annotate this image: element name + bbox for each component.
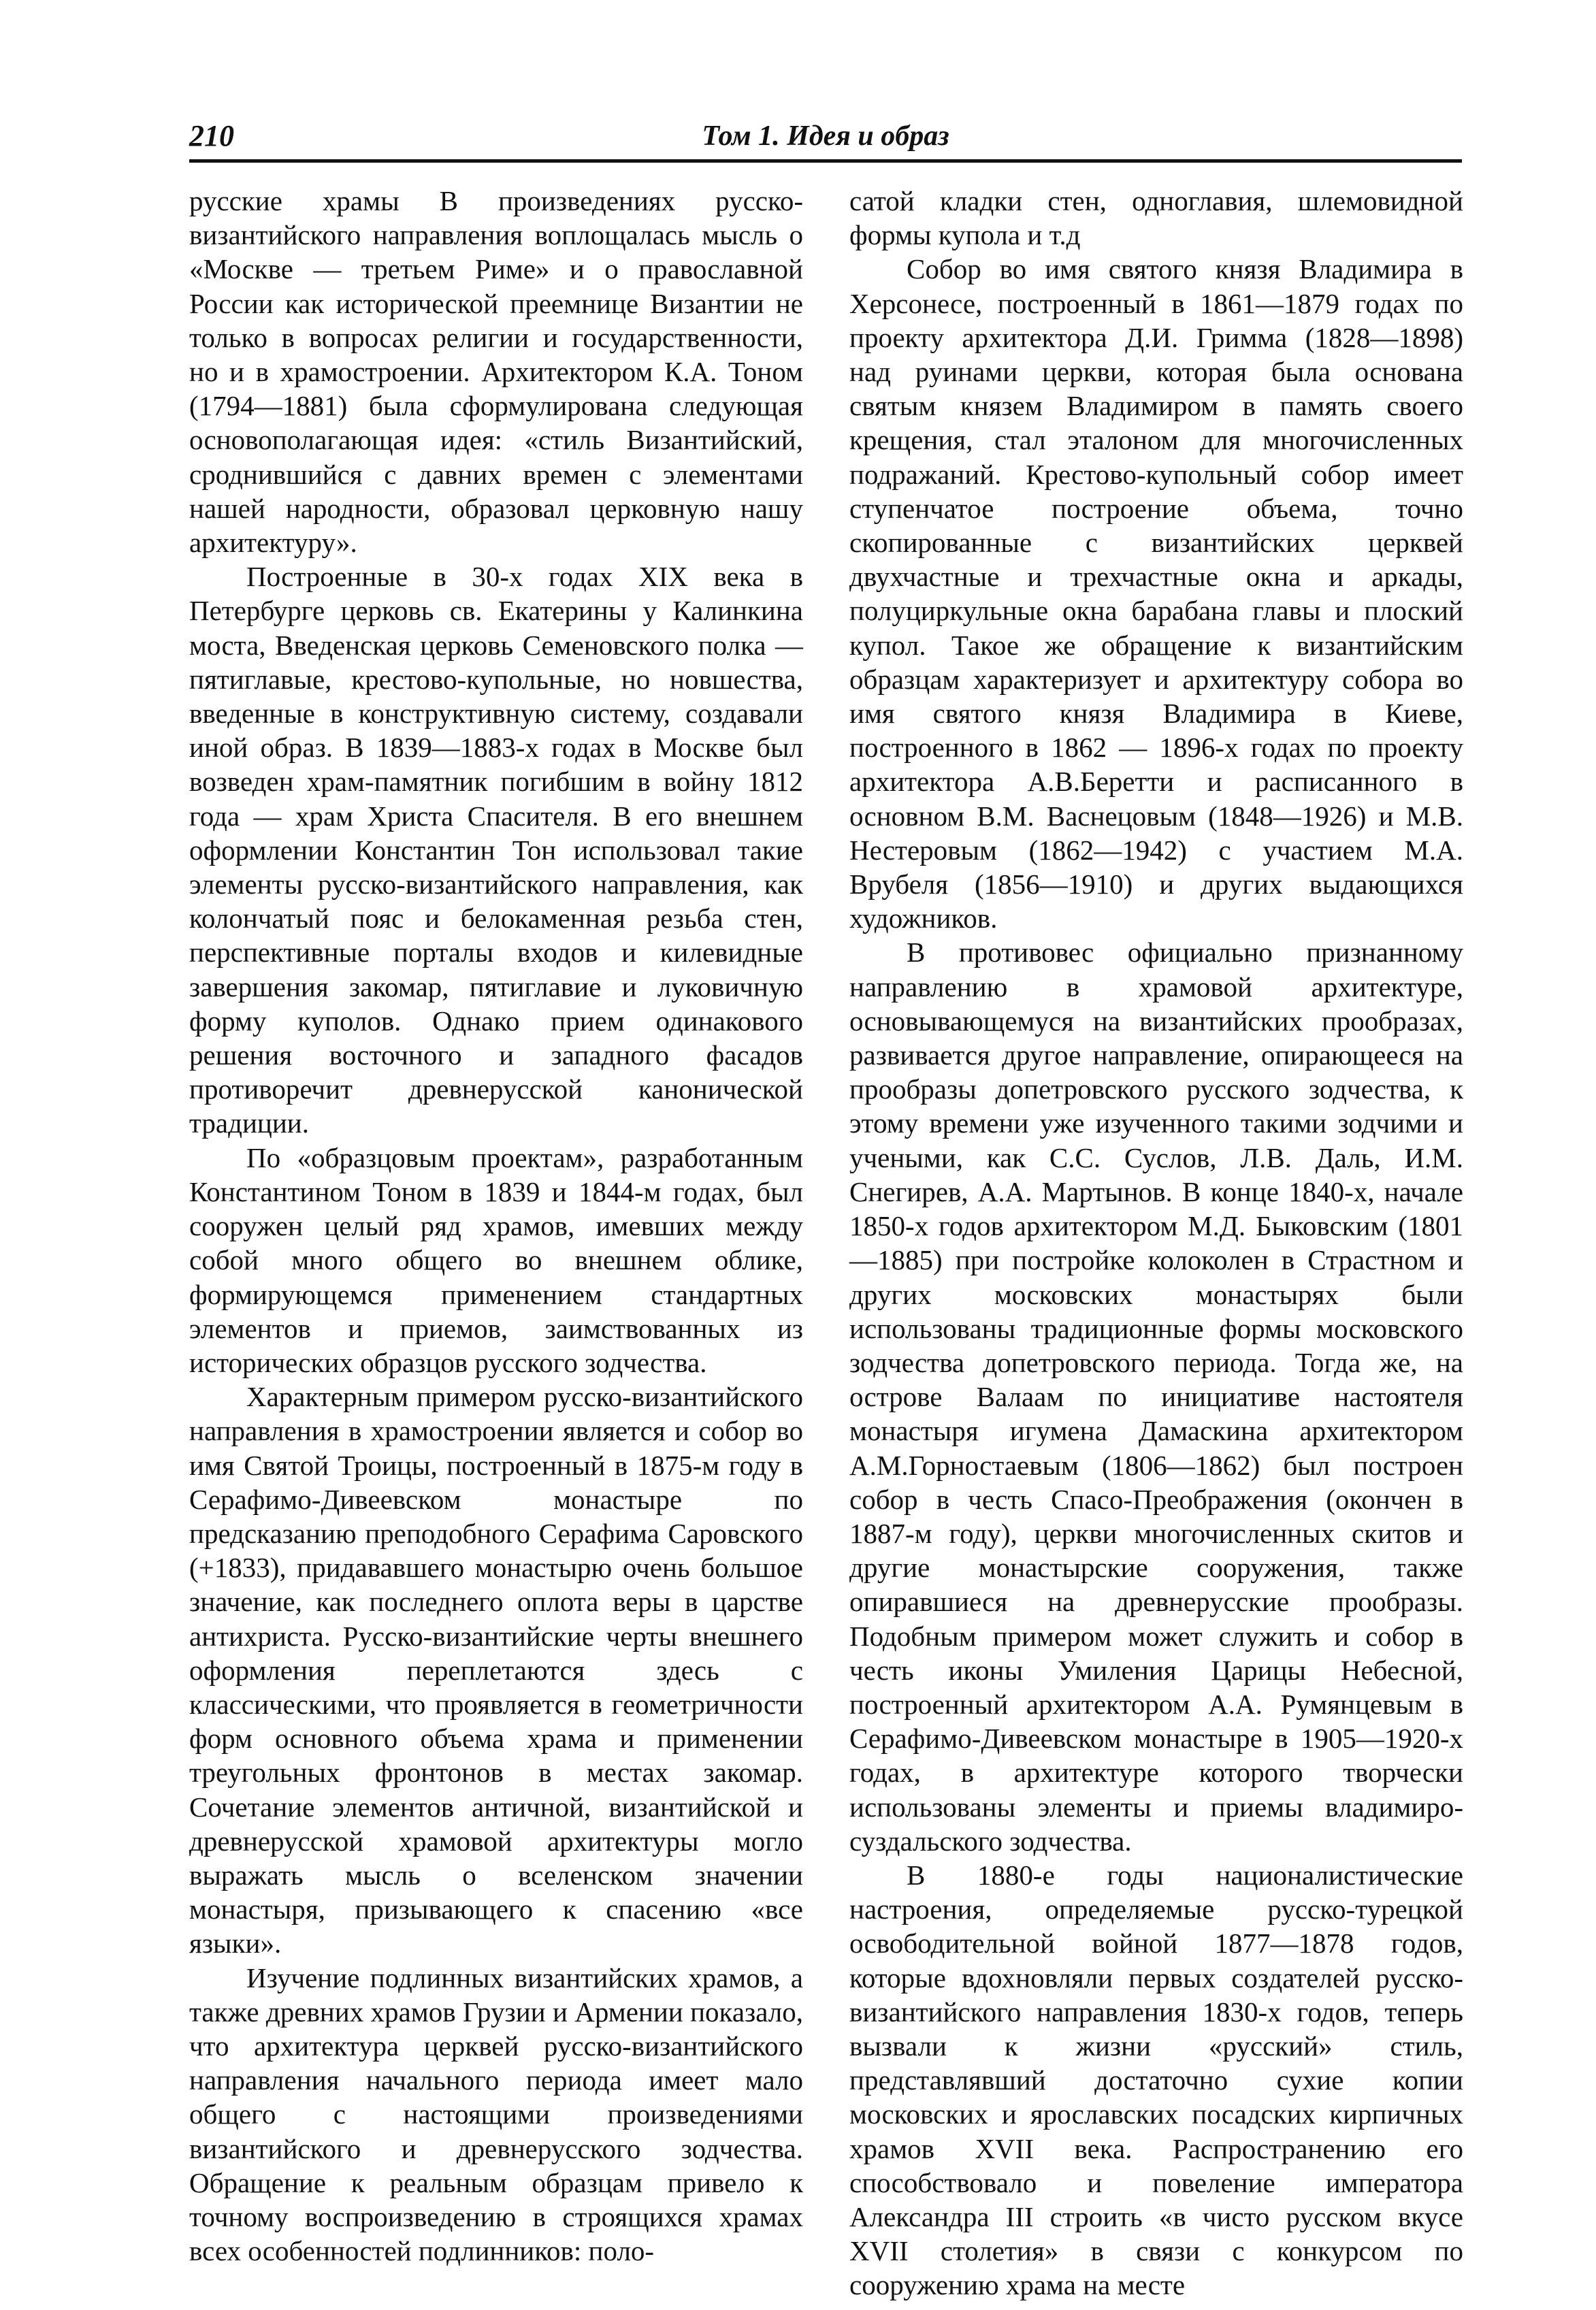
paragraph: Изучение подлинных византийских храмов, а также древних храмов Грузии и Армении показало, что архитектура церквей русско-византийского направления начального периода имеет мало общего с настоящими произведениями византийского и древнерусского зодчества. Обращение к реальным образцам привело к точному воспроизведению в строящихся храмах всех особенностей подлинников: поло-	[189, 1962, 803, 2267]
paragraph: русские храмы В произведениях русско-византийского направления воплощалась мысль о «Москве — третьем Риме» и о православной России как исторической преемнице Византии не только в вопросах религии и государственности, но и в храмостроении. Архитектором К.А. Тоном (1794—1881) была сформулирована следующая основополагающая идея: «стиль Византийский, сроднившийся с давних времен с элементами нашей народности, образовал церковную нашу архитектуру».	[189, 185, 803, 559]
paragraph: По «образцовым проектам», разработанным Константином Тоном в 1839 и 1844-м годах, был сооружен целый ряд храмов, имевших между собой много общего во внешнем облике, формирующемся применением стандартных элементов и приемов, заимствованных из исторических образцов русского зодчества.	[189, 1141, 803, 1378]
page-header	[189, 116, 1462, 163]
paragraph: Характерным примером русско-византийского направления в храмостроении является и собор во имя Святой Троицы, построенный в 1875-м году в Серафимо-Дивеевском монастыре по предсказанию преподобного Серафима Саровского (+1833), придававшего монастырю очень большое значение, как последнего оплота веры в царстве антихриста. Русско-византийские черты внешнего оформления переплетаются здесь с классическими, что проявляется в геометричности форм основного объема храма и применении треугольных фронтонов в местах закомар. Сочетание элементов античной, византийской и древнерусской храмовой архитектуры могло выражать мысль о вселенском значении монастыря, призывающего к спасению «все языки».	[189, 1381, 803, 1959]
paragraph: Собор во имя святого князя Владимира в Херсонесе, построенный в 1861—1879 годах по проекту архитектора Д.И. Гримма (1828—1898) над руинами церкви, которая была основана святым князем Владимиром в память своего крещения, стал эталоном для многочисленных подражаний. Крестово-купольный собор имеет ступенчатое построение объема, точно скопированные с византийских церквей двухчастные и трехчастные окна и аркады, полуциркульные окна барабана главы и плоский купол. Такое же обращение к византийским образцам характеризует и архитектуру собора во имя святого князя Владимира в Киеве, построенного в 1862 — 1896-х годах по проекту архитектора А.В.Беретти и расписанного в основном В.М. Васнецовым (1848—1926) и М.В. Нестеровым (1862—1942) с участием М.А. Врубеля (1856—1910) и других выдающихся художников.	[849, 253, 1463, 934]
left-text-column	[189, 184, 803, 2267]
right-text-column	[849, 184, 1463, 2301]
paragraph: сатой кладки стен, одноглавия, шлемовидной формы купола и т.д	[849, 185, 1463, 251]
running-title: Том 1. Идея и образ	[702, 120, 949, 152]
page-number: 210	[189, 119, 234, 152]
paragraph: Построенные в 30-х годах XIX века в Петербурге церковь св. Екатерины у Калинкина моста, Введенская церковь Семеновского полка — пятиглавые, крестово-купольные, но новшества, введенные в конструктивную систему, создавали иной образ. В 1839—1883-х годах в Москве был возведен храм-памятник погибшим в войну 1812 года — храм Христа Спасителя. В его внешнем оформлении Константин Тон использовал такие элементы русско-византийского направления, как колончатый пояс и белокаменная резьба стен, перспективные порталы входов и килевидные завершения закомар, пятиглавие и луковичную форму куполов. Однако прием одинакового решения восточного и западного фасадов противоречит древнерусской канонической традиции.	[189, 561, 803, 1139]
paragraph: В 1880-е годы националистические настроения, определяемые русско-турецкой освободительной войной 1877—1878 годов, которые вдохновляли первых создателей русско-византийского направления 1830-х годов, теперь вызвали к жизни «русский» стиль, представлявший достаточно сухие копии московских и ярославских посадских кирпичных храмов XVII века. Распространению его способствовало и повеление императора Александра III строить «в чисто русском вкусе XVII столетия» в связи с конкурсом по сооружению храма на месте	[849, 1859, 1463, 2301]
paragraph: В противовес официально признанному направлению в храмовой архитектуре, основывающемуся на византийских прообразах, развивается другое направление, опирающееся на прообразы допетровского русского зодчества, к этому времени уже изученного такими зодчими и учеными, как С.С. Суслов, Л.В. Даль, И.М. Снегирев, А.А. Мартынов. В конце 1840-х, начале 1850-х годов архитектором М.Д. Быковским (1801—1885) при постройке колоколен в Страстном и других московских монастырях были использованы традиционные формы московского зодчества допетровского периода. Тогда же, на острове Валаам по инициативе настоятеля монастыря игумена Дамаскина архитектором А.М.Горностаевым (1806—1862) был построен собор в честь Спасо-Преображения (окончен в 1887-м году), церкви многочисленных скитов и другие монастырские сооружения, также опиравшиеся на древнерусские прообразы. Подобным примером может служить и собор в честь иконы Умиления Царицы Небесной, построенный архитектором А.А. Румянцевым в Серафимо-Дивеевском монастыре в 1905—1920-х годах, в архитектуре которого творчески использованы элементы и приемы владимиро-суздальского зодчества.	[849, 937, 1463, 1857]
